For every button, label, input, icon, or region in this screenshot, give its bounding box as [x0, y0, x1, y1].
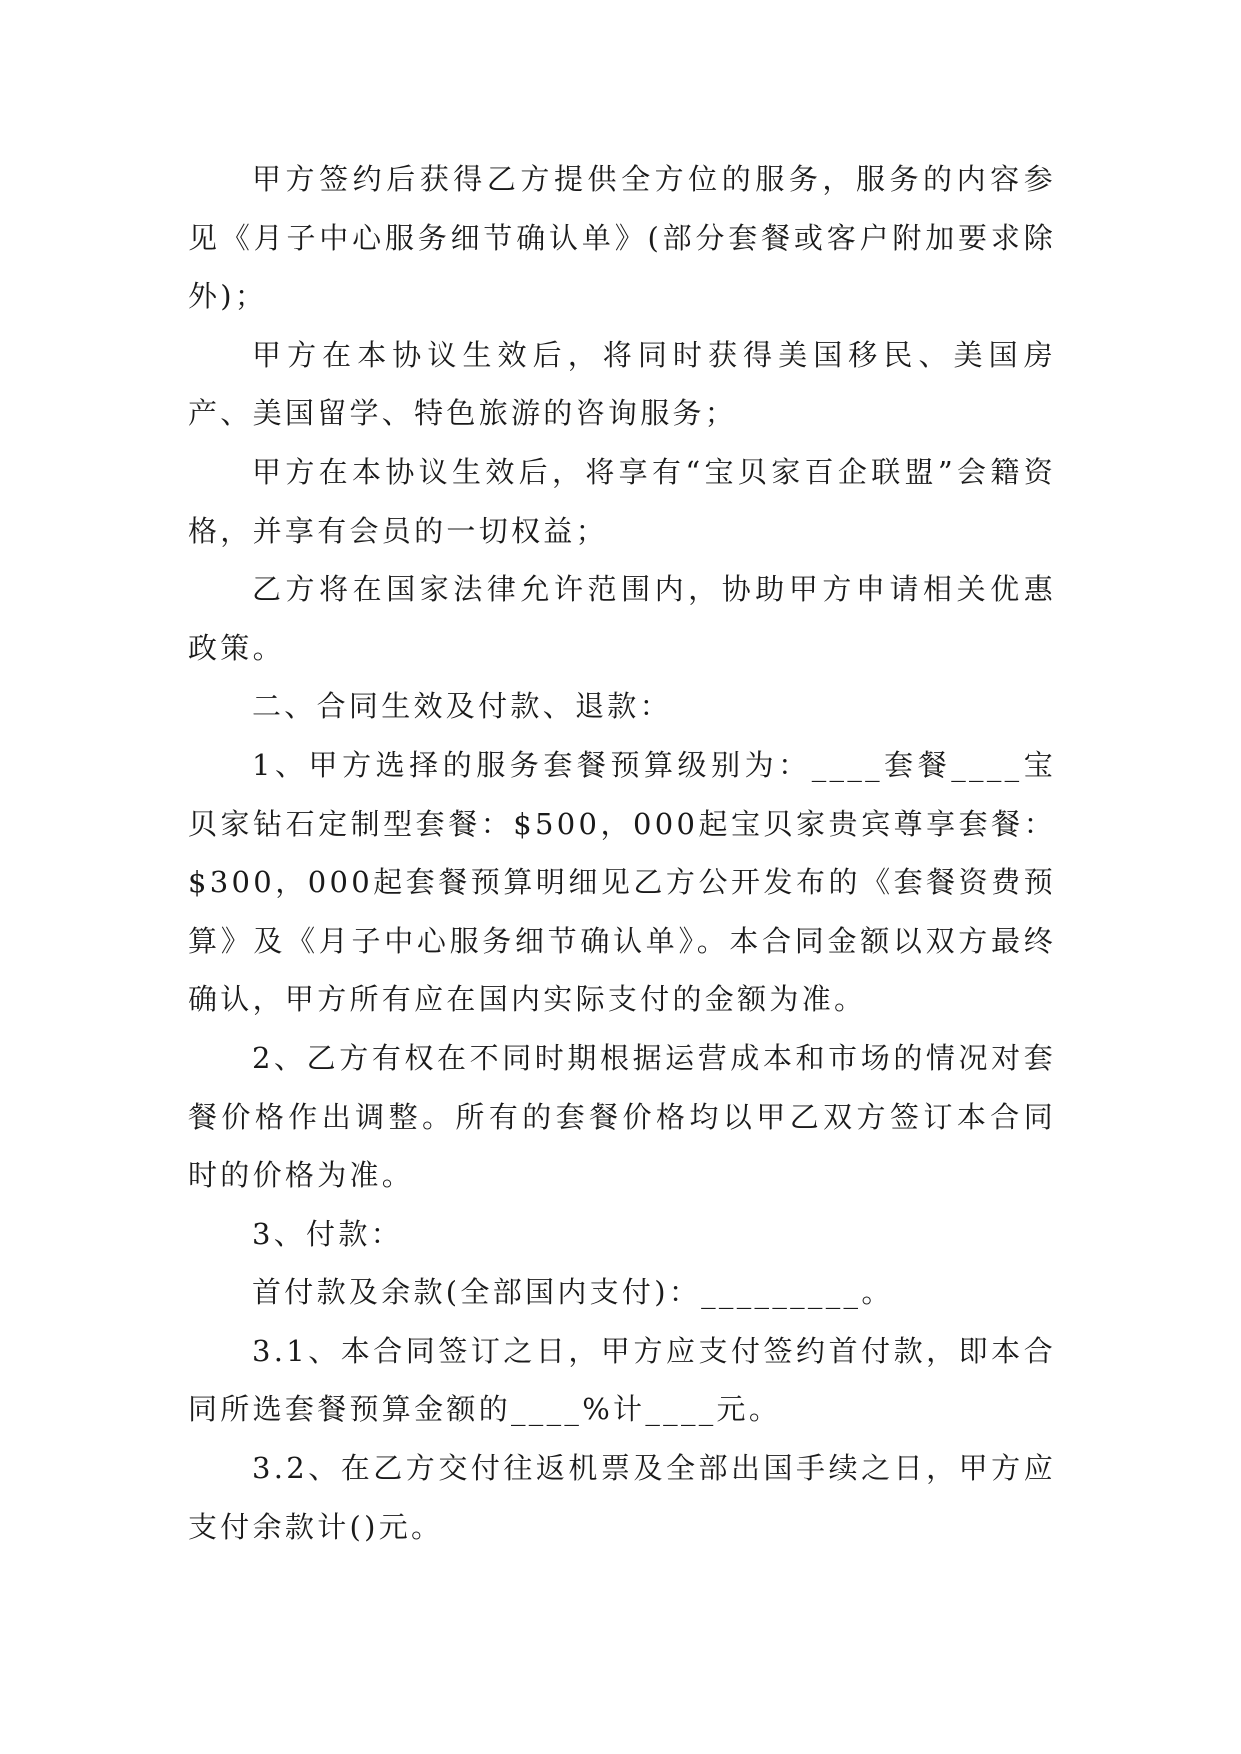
paragraph-price-adjustment: 2、乙方有权在不同时期根据运营成本和市场的情况对套餐价格作出调整。所有的套餐价格均以甲乙双方签订本合同时的价格为准。	[188, 1040, 1056, 1193]
paragraph-membership: 甲方在本协议生效后，将享有“宝贝家百企联盟”会籍资格，并享有会员的一切权益；	[188, 454, 1056, 548]
paragraph-clause-3-1: 3.1、本合同签订之日，甲方应支付签约首付款，即本合同所选套餐预算金额的____%计____元。	[188, 1333, 1056, 1427]
paragraph-policy-assistance: 乙方将在国家法律允许范围内，协助甲方申请相关优惠政策。	[188, 572, 1056, 665]
paragraph-service-scope: 甲方签约后获得乙方提供全方位的服务，服务的内容参见《月子中心服务细节确认单》(部分套餐或客户附加要求除外)；	[188, 162, 1056, 314]
section-heading-payment: 二、合同生效及付款、退款：	[252, 689, 672, 724]
paragraph-package-level: 1、甲方选择的服务套餐预算级别为：____套餐____宝贝家钻石定制型套餐：$500，000起宝贝家贵宾尊享套餐：$300，000起套餐预算明细见乙方公开发布的《套餐资费预算》及《月子中心服务细节确认单》。本合同金额以双方最终确认，甲方所有应在国内实际支付的金额为准。	[188, 747, 1056, 1017]
paragraph-clause-3-2: 3.2、在乙方交付往返机票及全部出国手续之日，甲方应支付余款计()元。	[188, 1451, 1056, 1544]
paragraph-consulting-services: 甲方在本协议生效后，将同时获得美国移民、美国房产、美国留学、特色旅游的咨询服务；	[188, 337, 1056, 431]
subheading-payment: 3、付款：	[252, 1216, 403, 1251]
document-body	[188, 150, 1056, 1556]
paragraph-down-payment-balance: 首付款及余款(全部国内支付)：_________。	[252, 1275, 894, 1310]
